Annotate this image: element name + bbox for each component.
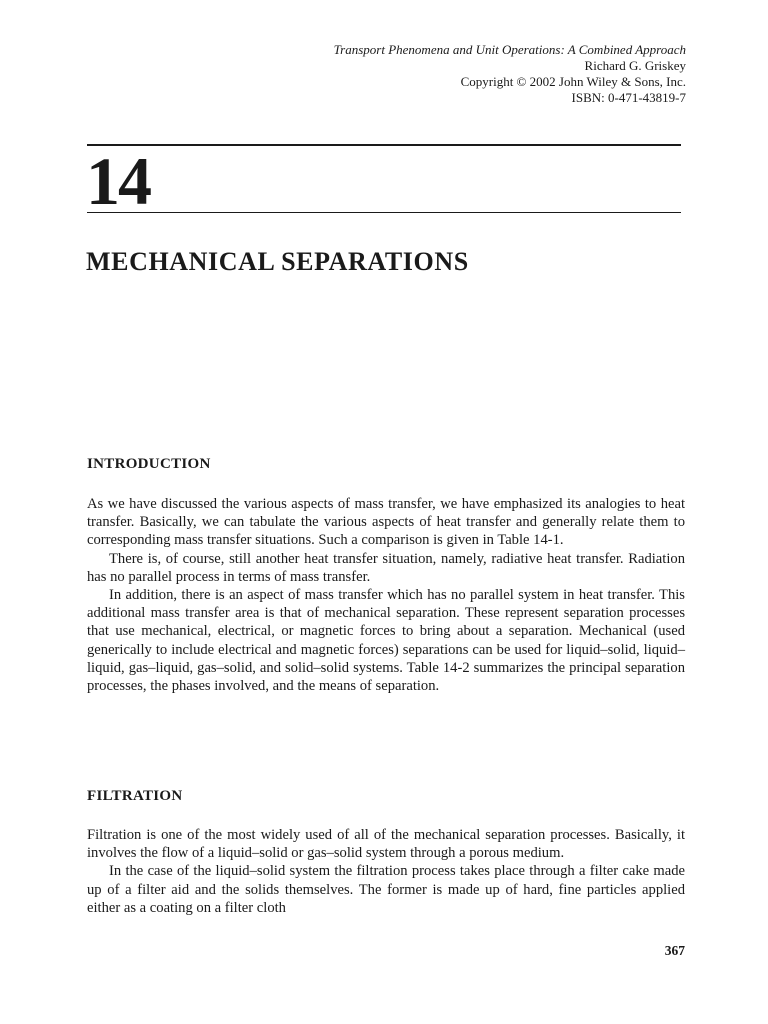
paragraph: As we have discussed the various aspects of mass transfer, we have emphasized its analogies to heat transfer. Basically, we can tabulate the various aspects of heat transfer and generally relate them to corresponding mass transfer situations. Such a comparison is given in Table 14-1. [87,496,685,549]
paragraph: In addition, there is an aspect of mass transfer which has no parallel system in heat transfer. This additional mass transfer area is that of mechanical separation. These represent separation processes that use mechanical, electrical, or magnetic forces to bring about a separation. Mechanical (used generically to include electrical and magnetic forces) separations can be used for liquid–solid, liquid–liquid, gas–liquid, gas–solid, and solid–solid systems. Table 14-2 summarizes the principal separation processes, the phases involved, and the means of separation. [87,587,685,695]
paragraph: There is, of course, still another heat transfer situation, namely, radiative heat transfer. Radiation has no parallel process in terms of mass transfer. [87,550,685,585]
chapter-rule-bottom [87,212,681,213]
isbn: ISBN: 0-471-43819-7 [571,90,686,105]
page-number: 367 [664,943,685,958]
paragraph: Filtration is one of the most widely used of all of the mechanical separation processes. Basically, it involves the flow of a liquid–solid or gas–solid system through a porous medium. [87,827,685,862]
chapter-title: MECHANICAL SEPARATIONS [86,247,469,276]
author: Richard G. Griskey [584,58,686,73]
copyright: Copyright © 2002 John Wiley & Sons, Inc. [460,74,686,89]
section-heading-filtration: FILTRATION [87,788,183,804]
paragraph: In the case of the liquid–solid system the filtration process takes place through a filter cake made up of a filter aid and the solids themselves. The former is made up of hard, fine particles applied either as a coating on a filter cloth [87,863,685,916]
chapter-rule-top [87,144,681,146]
book-header [334,42,686,106]
introduction-body [87,495,685,695]
filtration-body [87,826,685,917]
book-title: Transport Phenomena and Unit Operations: A Combined Approach [333,42,686,57]
section-heading-introduction: INTRODUCTION [87,456,211,472]
chapter-number: 14 [86,143,150,219]
